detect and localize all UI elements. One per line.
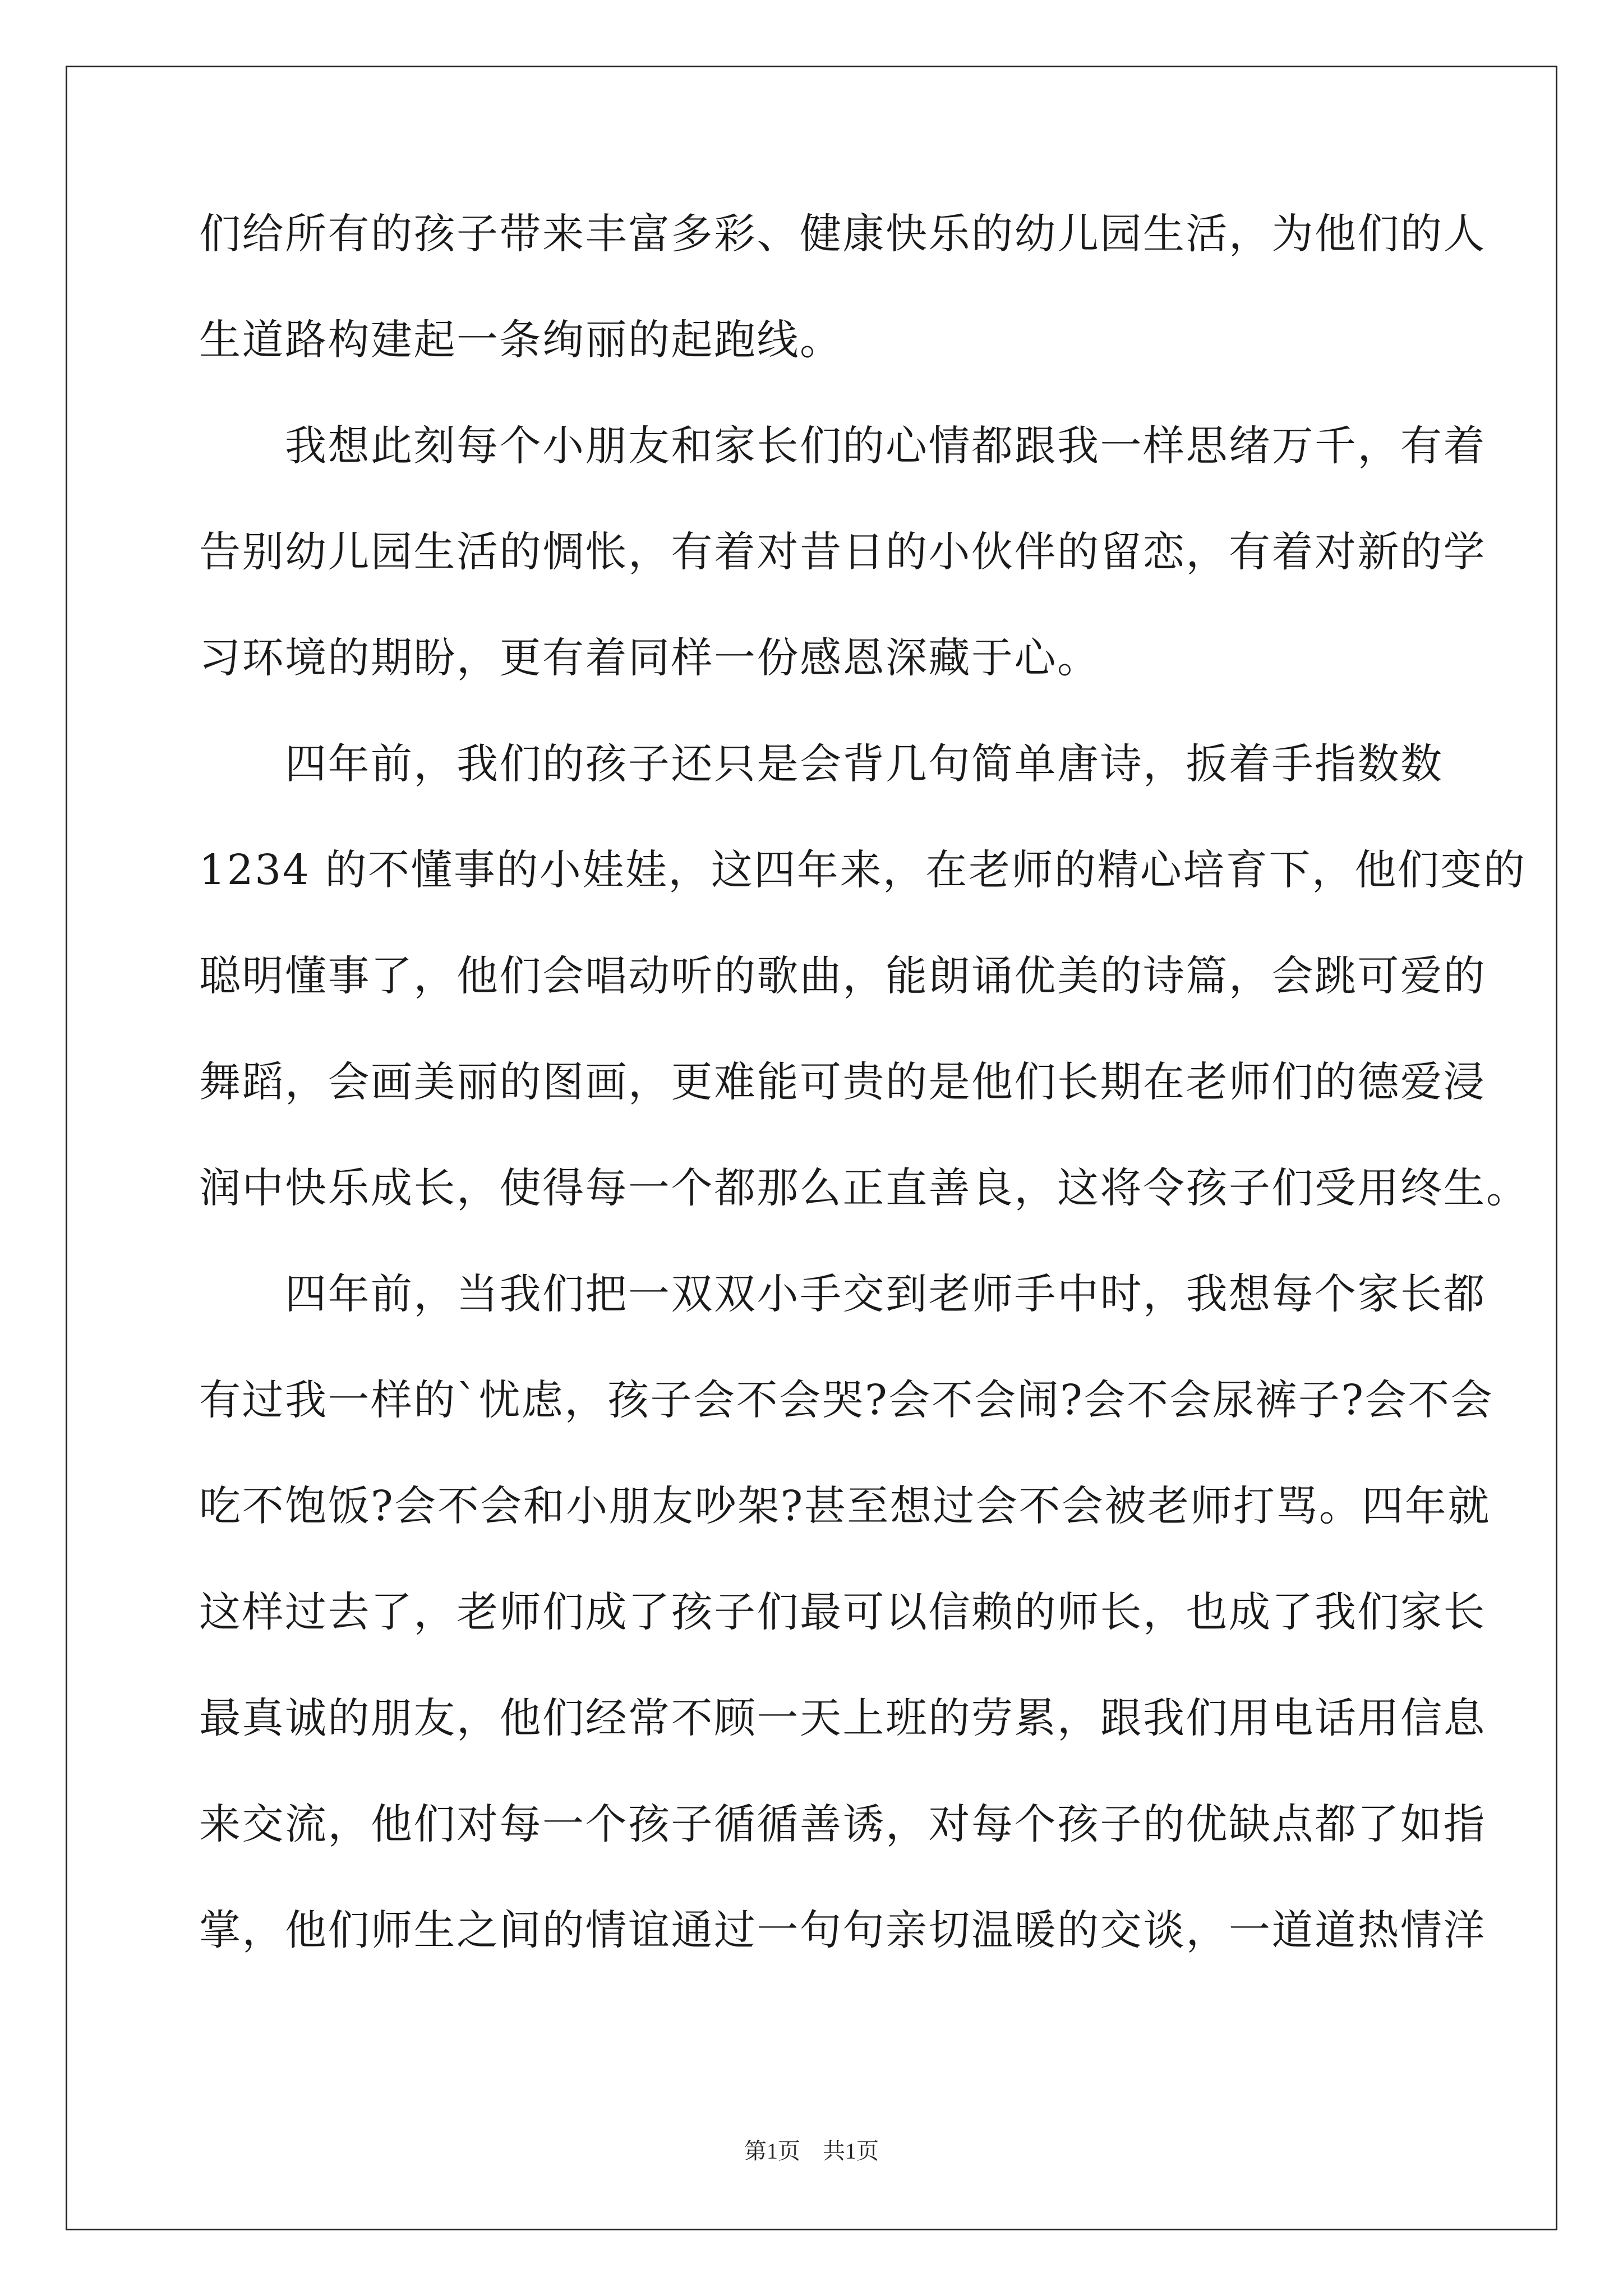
text-line: 习环境的期盼，更有着同样一份感恩深藏于心。: [199, 634, 1100, 682]
text-line: 来交流，他们对每一个孩子循循善诱，对每个孩子的优缺点都了如指: [199, 1800, 1486, 1848]
text-line: 吃不饱饭?会不会和小朋友吵架?甚至想过会不会被老师打骂。四年就: [199, 1482, 1491, 1530]
document-body: [199, 208, 1529, 1957]
text-line: 舞蹈，会画美丽的图画，更难能可贵的是他们长期在老师们的德爱浸: [199, 1058, 1486, 1106]
text-line: 生道路构建起一条绚丽的起跑线。: [199, 316, 843, 364]
text-line: 这样过去了，老师们成了孩子们最可以信赖的师长，也成了我们家长: [199, 1588, 1486, 1636]
text-line: 有过我一样的`忧虑，孩子会不会哭?会不会闹?会不会尿裤子?会不会: [199, 1376, 1494, 1424]
text-line: 聪明懂事了，他们会唱动听的歌曲，能朗诵优美的诗篇，会跳可爱的: [199, 952, 1486, 1000]
page-footer: 第1页 共1页: [744, 2138, 879, 2164]
text-line: 们给所有的孩子带来丰富多彩、健康快乐的幼儿园生活，为他们的人: [199, 210, 1486, 258]
text-line: 润中快乐成长，使得每一个都那么正直善良，这将令孩子们受用终生。: [199, 1164, 1529, 1212]
text-line: 1234 的不懂事的小娃娃，这四年来，在老师的精心培育下，他们变的: [199, 846, 1527, 894]
text-line: 四年前，我们的孩子还只是会背几句简单唐诗，扳着手指数数: [199, 740, 1444, 788]
text-line: 我想此刻每个小朋友和家长们的心情都跟我一样思绪万千，有着: [199, 422, 1486, 470]
text-line: 告别幼儿园生活的惆怅，有着对昔日的小伙伴的留恋，有着对新的学: [199, 528, 1486, 576]
text-line: 四年前，当我们把一双双小手交到老师手中时，我想每个家长都: [199, 1270, 1486, 1318]
text-line: 最真诚的朋友，他们经常不顾一天上班的劳累，跟我们用电话用信息: [199, 1694, 1486, 1742]
text-line: 掌，他们师生之间的情谊通过一句句亲切温暖的交谈，一道道热情洋: [199, 1906, 1486, 1954]
